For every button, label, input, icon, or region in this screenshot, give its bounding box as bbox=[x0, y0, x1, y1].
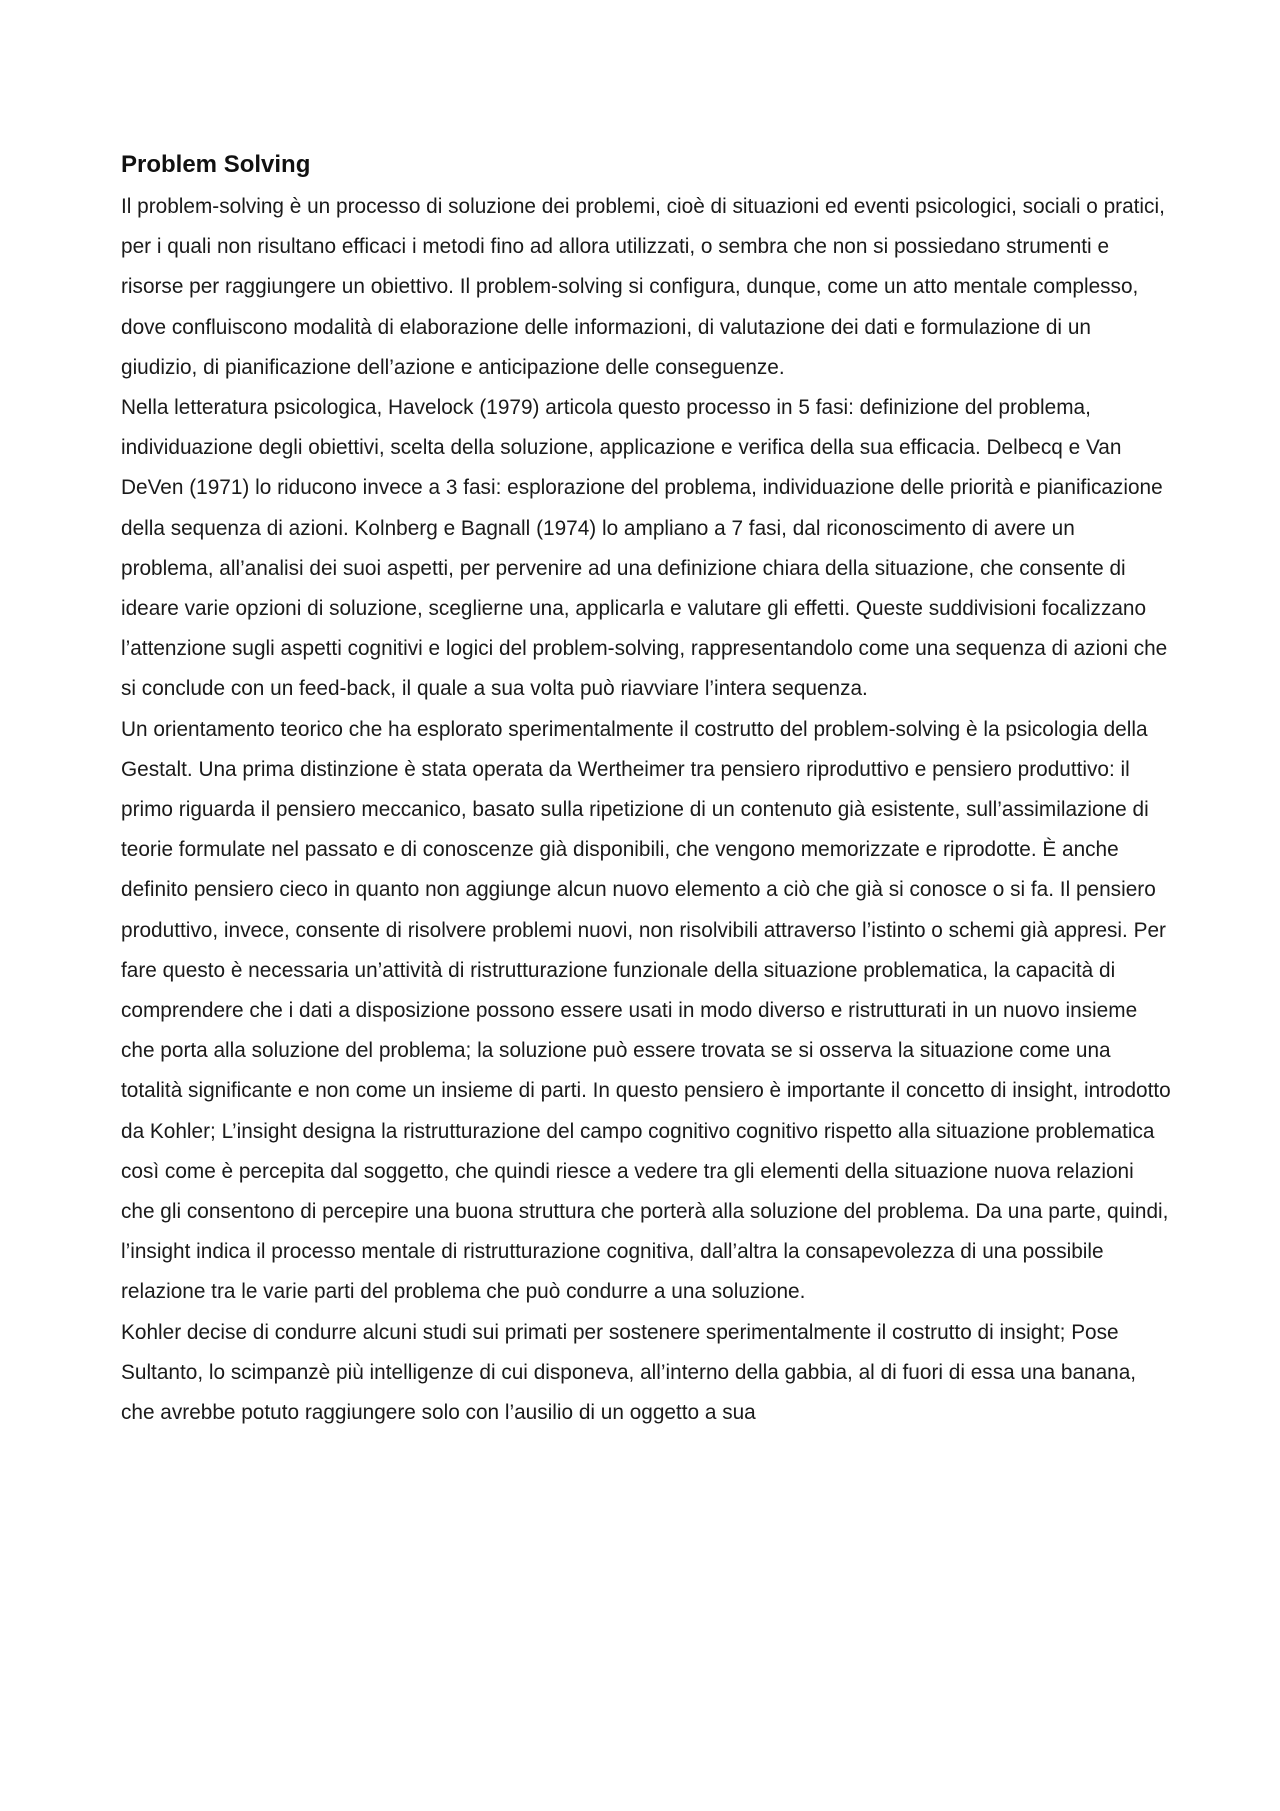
paragraph-phases: Nella letteratura psicologica, Havelock (1979) articola questo processo in 5 fasi: definizione del problema, individuazione degli obiettivi, scelta della soluzione, applicazione e verifica della sua efficacia. Delbecq e Van DeVen (1971) lo riducono invece a 3 fasi: esplorazione del problema, individuazione delle priorità e pianificazione della sequenza di azioni. Kolnberg e Bagnall (1974) lo ampliano a 7 fasi, dal riconoscimento di avere un problema, all’analisi dei suoi aspetti, per pervenire ad una definizione chiara della situazione, che consente di ideare varie opzioni di soluzione, sceglierne una, applicarla e valutare gli effetti. Queste suddivisioni focalizzano l’attenzione sugli aspetti cognitivi e logici del problem-solving, rappresentandolo come una sequenza di azioni che si conclude con un feed-back, il quale a sua volta può riavviare l’intera sequenza. bbox=[121, 396, 1168, 701]
paragraph-kohler: Kohler decise di condurre alcuni studi sui primati per sostenere sperimentalmente il costrutto di insight; Pose Sultanto, lo scimpanzè più intelligenze di cui disponeva, all’interno della gabbia, al di fuori di essa una banana, che avrebbe potuto raggiungere solo con l’ausilio di un oggetto a sua bbox=[121, 1320, 1137, 1425]
document-page bbox=[121, 148, 1171, 1433]
paragraph-definition: Il problem-solving è un processo di soluzione dei problemi, cioè di situazioni ed eventi psicologici, sociali o pratici, per i quali non risultano efficaci i metodi fino ad allora utilizzati, o sembra che non si possiedano strumenti e risorse per raggiungere un obiettivo. Il problem-solving si configura, dunque, come un atto mentale complesso, dove confluiscono modalità di elaborazione delle informazioni, di valutazione dei dati e formulazione di un giudizio, di pianificazione dell’azione e anticipazione delle conseguenze. bbox=[121, 195, 1165, 379]
paragraph-gestalt: Un orientamento teorico che ha esplorato sperimentalmente il costrutto del problem-solving è la psicologia della Gestalt. Una prima distinzione è stata operata da Wertheimer tra pensiero riproduttivo e pensiero produttivo: il primo riguarda il pensiero meccanico, basato sulla ripetizione di un contenuto già esistente, sull’assimilazione di teorie formulate nel passato e di conoscenze già disponibili, che vengono memorizzate e riprodotte. È anche definito pensiero cieco in quanto non aggiunge alcun nuovo elemento a ciò che già si conosce o si fa. Il pensiero produttivo, invece, consente di risolvere problemi nuovi, non risolvibili attraverso l’istinto o schemi già appresi. Per fare questo è necessaria un’attività di ristrutturazione funzionale della situazione problematica, la capacità di comprendere che i dati a disposizione possono essere usati in modo diverso e ristrutturati in un nuovo insieme che porta alla soluzione del problema; la soluzione può essere trovata se si osserva la situazione come una totalità significante e non come un insieme di parti. In questo pensiero è importante il concetto di insight, introdotto da Kohler; L’insight designa la ristrutturazione del campo cognitivo cognitivo rispetto alla situazione problematica così come è percepita dal soggetto, che quindi riesce a vedere tra gli elementi della situazione nuova relazioni che gli consentono di percepire una buona struttura che porterà alla soluzione del problema. Da una parte, quindi, l’insight indica il processo mentale di ristrutturazione cognitiva, dall’altra la consapevolezza di una possibile relazione tra le varie parti del problema che può condurre a una soluzione. bbox=[121, 717, 1171, 1304]
document-title: Problem Solving bbox=[121, 151, 311, 178]
